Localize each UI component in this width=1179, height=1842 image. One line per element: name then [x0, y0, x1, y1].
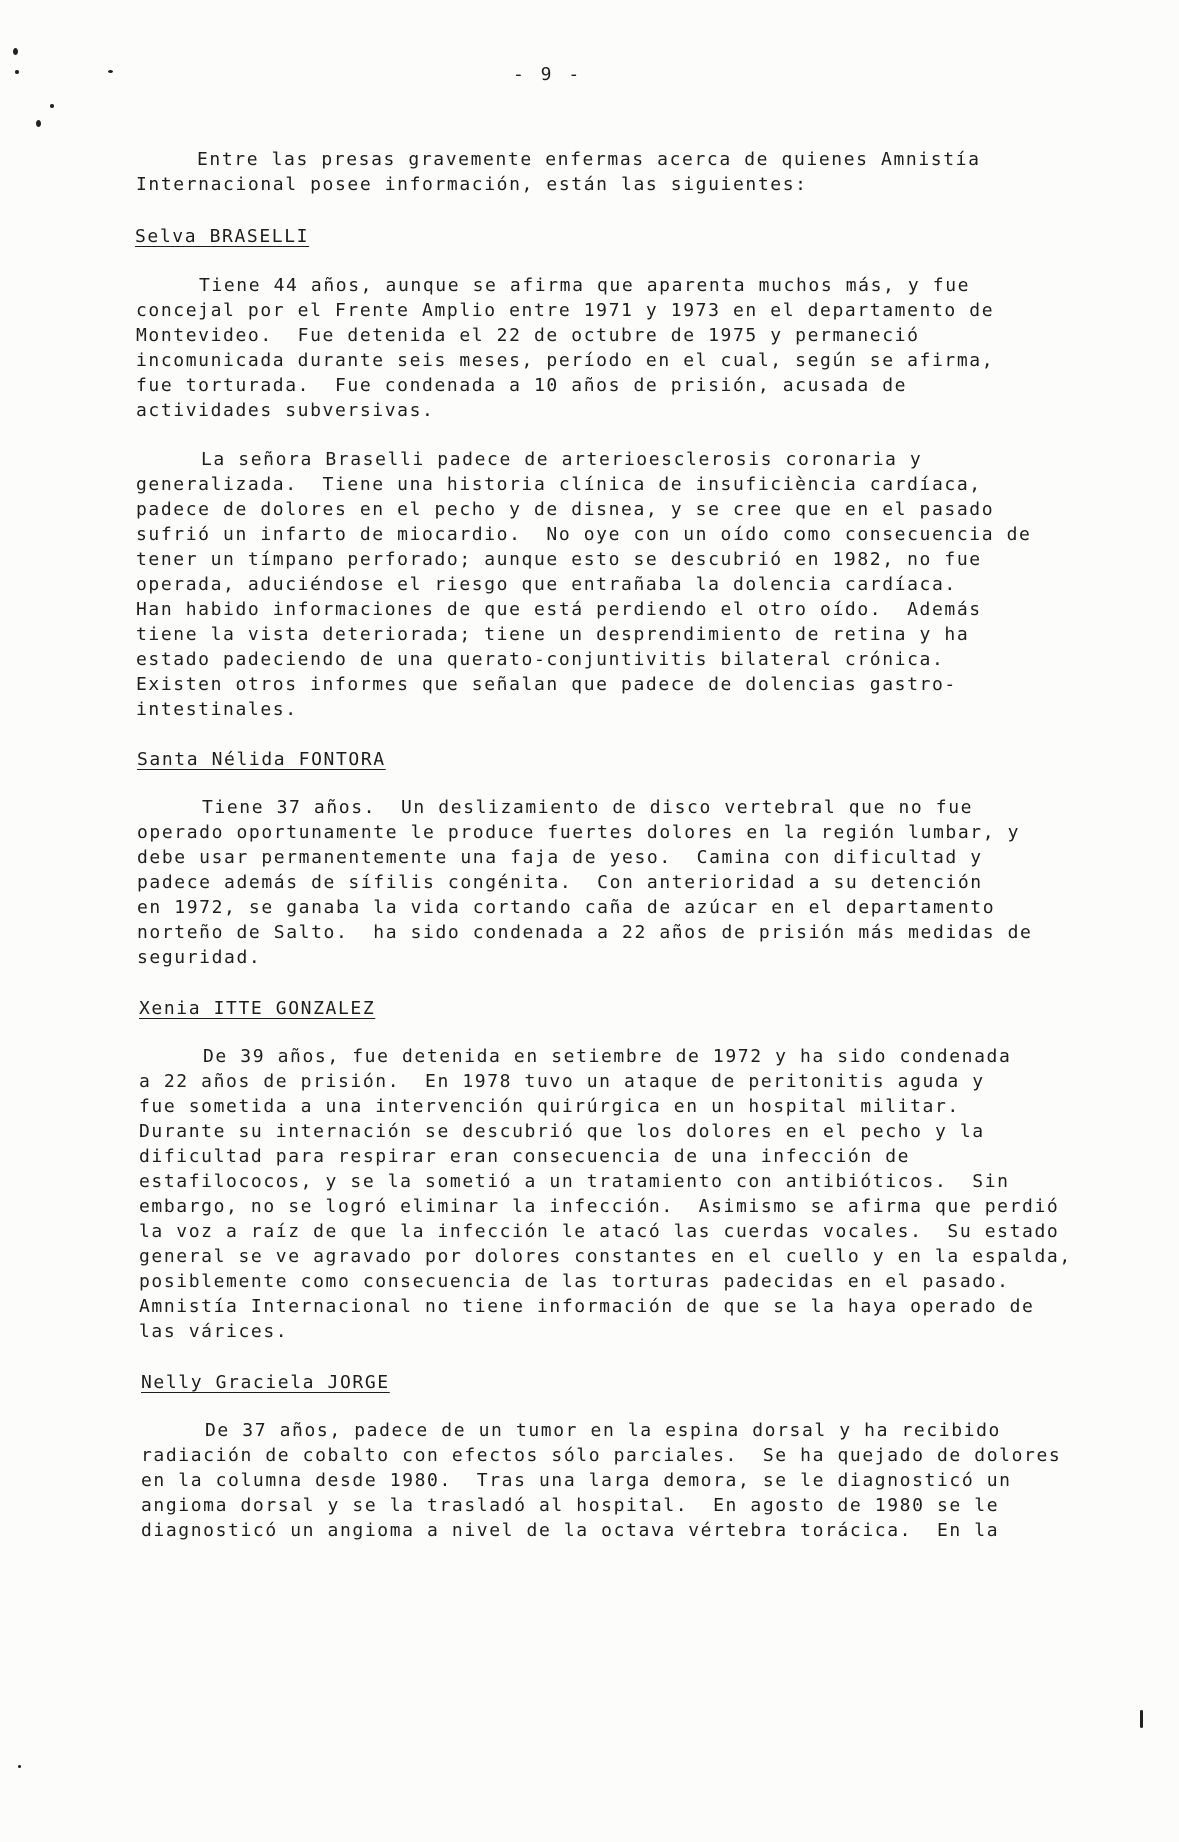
section-heading: Santa Nélida FONTORA	[137, 749, 386, 770]
paragraph-line: posiblemente como consecuencia de las torturas padecidas en el pasado.	[139, 1271, 1010, 1292]
paragraph-line: intestinales.	[136, 699, 298, 720]
paragraph-line: De 37 años, padece de un tumor en la espina dorsal y ha recibido	[205, 1420, 1001, 1441]
paragraph-line: Montevideo. Fue detenida el 22 de octubre de 1975 y permaneció	[136, 325, 920, 346]
section-heading: Nelly Graciela JORGE	[141, 1372, 390, 1393]
scan-speck	[36, 120, 41, 127]
paragraph-line: Tiene 44 años, aunque se afirma que aparenta muchos más, y fue	[199, 275, 971, 296]
paragraph-line: Amnistía Internacional no tiene información de que se la haya operado de	[139, 1296, 1035, 1317]
paragraph-line: seguridad.	[137, 947, 262, 968]
scan-speck	[15, 70, 19, 74]
paragraph-line: padece además de sífilis congénita. Con anterioridad a su detención	[137, 872, 983, 893]
paragraph-line: Durante su internación se descubrió que los dolores en el pecho y la	[139, 1121, 985, 1142]
intro-line: Entre las presas gravemente enfermas acerca de quienes Amnistía	[197, 149, 981, 170]
paragraph-line: Han habido informaciones de que está perdiendo el otro oído. Además	[136, 599, 982, 620]
paragraph-line: estafilococos, y se la sometió a un tratamiento con antibióticos. Sin	[139, 1171, 1010, 1192]
scan-speck	[13, 48, 18, 55]
paragraph-line: tiene la vista deteriorada; tiene un desprendimiento de retina y ha	[136, 624, 970, 645]
paragraph-line: padece de dolores en el pecho y de disnea, y se cree que en el pasado	[136, 499, 995, 520]
paragraph-line: dificultad para respirar eran consecuencia de una infección de	[139, 1146, 911, 1167]
paragraph-line: diagnosticó un angioma a nivel de la octava vértebra torácica. En la	[141, 1520, 1000, 1541]
paragraph-line: Tiene 37 años. Un deslizamiento de disco vertebral que no fue	[202, 797, 974, 818]
paragraph-line: generalizada. Tiene una historia clínica de insuficiència cardíaca,	[136, 474, 982, 495]
paragraph-line: operada, aduciéndose el riesgo que entrañaba la dolencia cardíaca.	[136, 574, 957, 595]
paragraph-line: tener un tímpano perforado; aunque esto se descubrió en 1982, no fue	[136, 549, 982, 570]
scan-speck	[18, 1765, 21, 1768]
section-heading: Xenia ITTE GONZALEZ	[139, 998, 376, 1019]
scan-speck	[50, 104, 54, 108]
paragraph-line: actividades subversivas.	[136, 400, 435, 421]
paragraph-line: norteño de Salto. ha sido condenada a 22 años de prisión más medidas de	[137, 922, 1033, 943]
paragraph-line: fue sometida a una intervención quirúrgica en un hospital militar.	[139, 1096, 960, 1117]
section-heading: Selva BRASELLI	[135, 226, 310, 247]
paragraph-line: sufrió un infarto de miocardio. No oye con un oído como consecuencia de	[136, 524, 1032, 545]
scan-speck	[1140, 1710, 1143, 1728]
paragraph-line: en 1972, se ganaba la vida cortando caña de azúcar en el departamento	[137, 897, 996, 918]
paragraph-line: debe usar permanentemente una faja de yeso. Camina con dificultad y	[137, 847, 983, 868]
paragraph-line: en la columna desde 1980. Tras una larga demora, se le diagnosticó un	[141, 1470, 1012, 1491]
paragraph-line: radiación de cobalto con efectos sólo parciales. Se ha quejado de dolores	[141, 1445, 1062, 1466]
paragraph-line: Existen otros informes que señalan que padece de dolencias gastro-	[136, 674, 957, 695]
paragraph-line: general se ve agravado por dolores constantes en el cuello y en la espalda,	[139, 1246, 1072, 1267]
paragraph-line: las várices.	[139, 1321, 289, 1342]
paragraph-line: De 39 años, fue detenida en setiembre de 1972 y ha sido condenada	[203, 1046, 1012, 1067]
scan-speck	[108, 70, 113, 73]
paragraph-line: La señora Braselli padece de arterioesclerosis coronaria y	[201, 449, 923, 470]
paragraph-line: concejal por el Frente Amplio entre 1971 y 1973 en el departamento de	[136, 300, 995, 321]
paragraph-line: a 22 años de prisión. En 1978 tuvo un ataque de peritonitis aguda y	[139, 1071, 985, 1092]
paragraph-line: angioma dorsal y se la trasladó al hospital. En agosto de 1980 se le	[141, 1495, 1000, 1516]
paragraph-line: la voz a raíz de que la infección le atacó las cuerdas vocales. Su estado	[139, 1221, 1060, 1242]
page-number: - 9 -	[513, 64, 583, 85]
paragraph-line: fue torturada. Fue condenada a 10 años de prisión, acusada de	[136, 375, 908, 396]
paragraph-line: incomunicada durante seis meses, período en el cual, según se afirma,	[136, 350, 995, 371]
paragraph-line: embargo, no se logró eliminar la infección. Asimismo se afirma que perdió	[139, 1196, 1060, 1217]
paragraph-line: operado oportunamente le produce fuertes dolores en la región lumbar, y	[137, 822, 1021, 843]
paragraph-line: estado padeciendo de una querato-conjuntivitis bilateral crónica.	[136, 649, 945, 670]
intro-line: Internacional posee información, están las siguientes:	[136, 174, 808, 195]
